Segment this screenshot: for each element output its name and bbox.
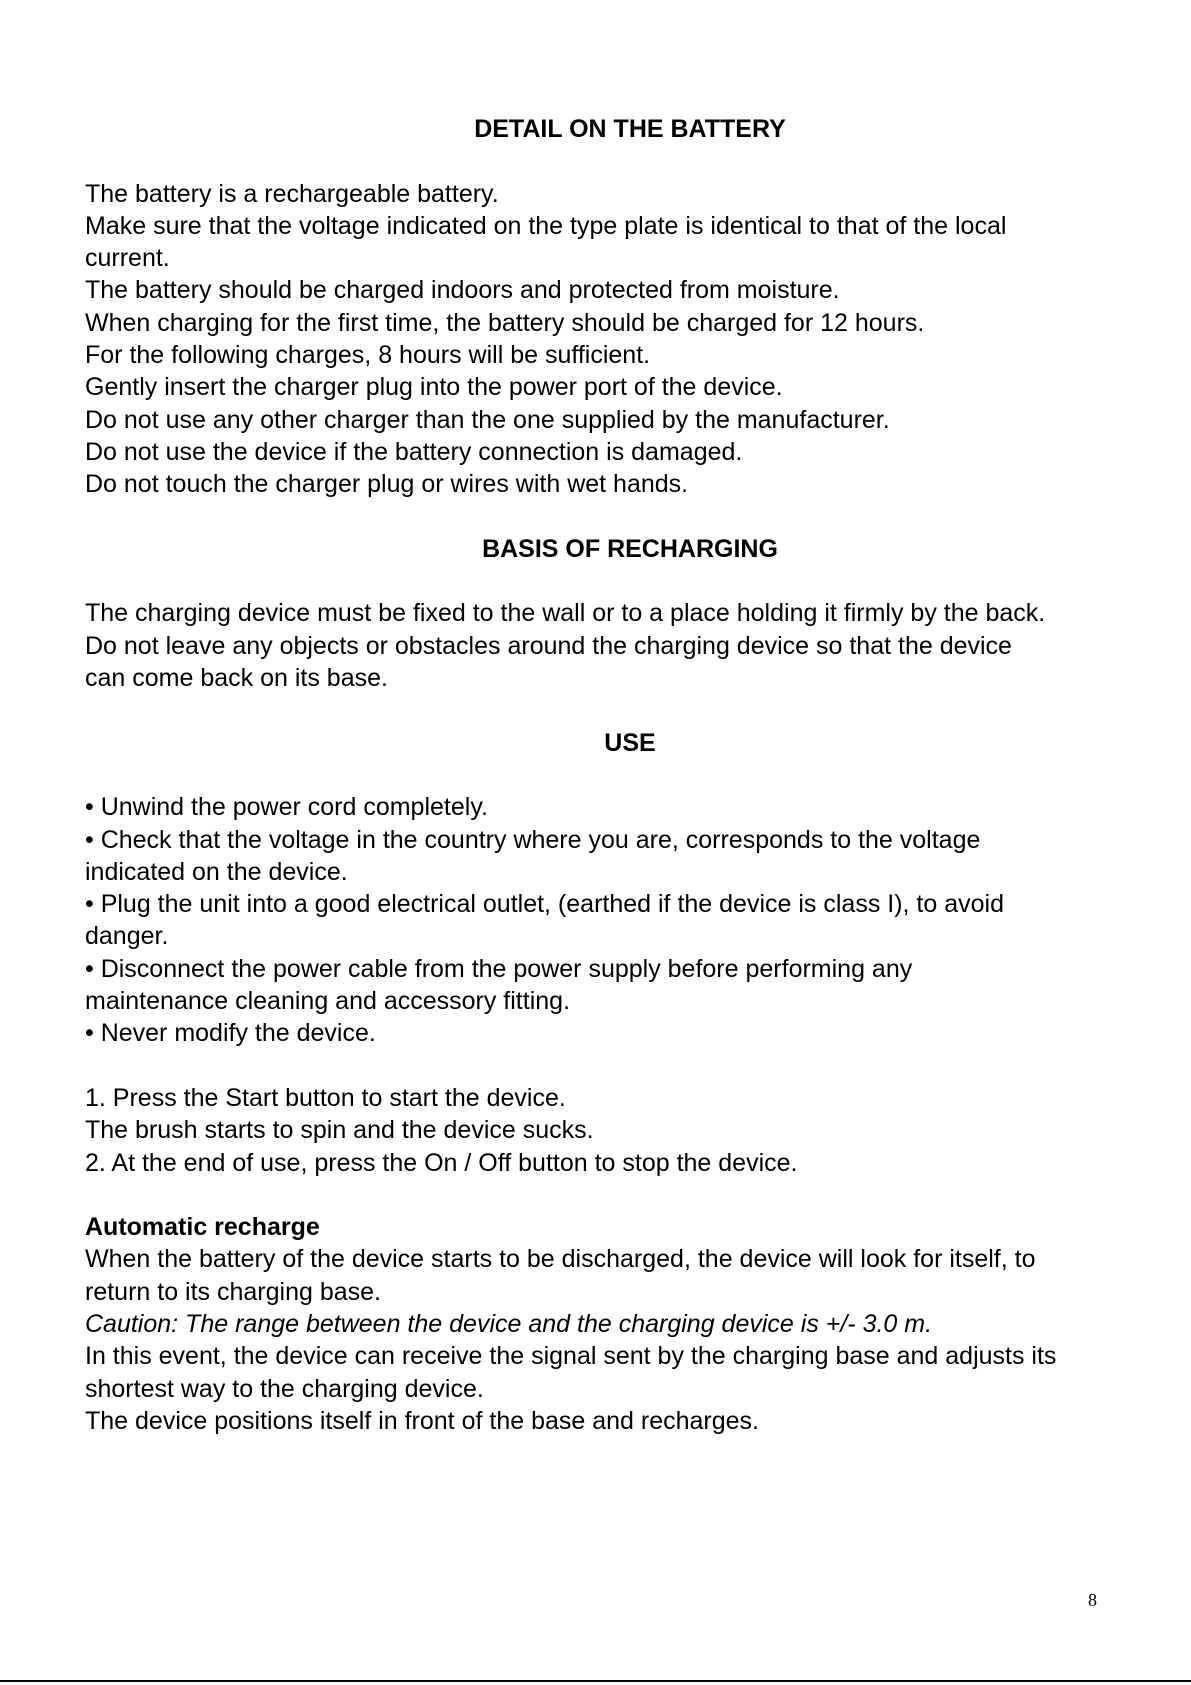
battery-line: The battery should be charged indoors and protected from moisture. bbox=[85, 276, 840, 305]
use-step-line: 1. Press the Start button to start the device. bbox=[85, 1083, 566, 1112]
spacer bbox=[85, 501, 1185, 533]
section-heading-battery: DETAIL ON THE BATTERY bbox=[474, 115, 786, 143]
section-heading-use: USE bbox=[604, 728, 656, 757]
use-step-line: 2. At the end of use, press the On / Off button to stop the device. bbox=[85, 1148, 798, 1177]
caution-note: Caution: The range between the device and the charging device is +/- 3.0 m. bbox=[85, 1309, 933, 1338]
battery-line: Gently insert the charger plug into the power port of the device. bbox=[85, 373, 783, 402]
use-bullet-line: maintenance cleaning and accessory fitting. bbox=[85, 987, 571, 1016]
page-number: 8 bbox=[1088, 1590, 1097, 1610]
battery-line: current. bbox=[85, 244, 170, 273]
use-bullet-line: • Never modify the device. bbox=[85, 1019, 376, 1048]
spacer bbox=[85, 1050, 1185, 1082]
auto-recharge-line: The device positions itself in front of the base and recharges. bbox=[85, 1406, 759, 1435]
auto-recharge-line: In this event, the device can receive the signal sent by the charging base and adjusts its bbox=[85, 1342, 1057, 1371]
auto-recharge-line: When the battery of the device starts to be discharged, the device will look for itself, to bbox=[85, 1245, 1036, 1274]
use-bullet-line: danger. bbox=[85, 922, 169, 951]
use-bullet-line: • Plug the unit into a good electrical outlet, (earthed if the device is class I), to avoid bbox=[85, 890, 1004, 919]
spacer bbox=[85, 565, 1185, 597]
battery-line: Do not use any other charger than the one supplied by the manufacturer. bbox=[85, 405, 890, 434]
spacer bbox=[85, 1179, 1185, 1211]
recharging-line: The charging device must be fixed to the wall or to a place holding it firmly by the back. bbox=[85, 599, 1046, 628]
use-bullet-line: • Check that the voltage in the country where you are, corresponds to the voltage bbox=[85, 825, 981, 854]
auto-recharge-line: return to its charging base. bbox=[85, 1277, 381, 1306]
battery-line: The battery is a rechargeable battery. bbox=[85, 179, 499, 208]
auto-recharge-line: shortest way to the charging device. bbox=[85, 1374, 484, 1403]
use-bullet-line: • Disconnect the power cable from the power supply before performing any bbox=[85, 954, 913, 983]
recharging-line: can come back on its base. bbox=[85, 664, 388, 693]
recharging-line: Do not leave any objects or obstacles around the charging device so that the device bbox=[85, 631, 1012, 660]
use-bullet-line: • Unwind the power cord completely. bbox=[85, 793, 488, 822]
page-bottom-rule bbox=[0, 1680, 1191, 1682]
battery-line: Do not touch the charger plug or wires with wet hands. bbox=[85, 470, 689, 499]
section-heading-recharging: BASIS OF RECHARGING bbox=[482, 534, 778, 563]
subheading-automatic-recharge: Automatic recharge bbox=[85, 1213, 320, 1242]
battery-line: For the following charges, 8 hours will be sufficient. bbox=[85, 341, 651, 370]
use-bullet-line: indicated on the device. bbox=[85, 857, 348, 886]
use-step-line: The brush starts to spin and the device sucks. bbox=[85, 1116, 594, 1145]
battery-line: Make sure that the voltage indicated on the type plate is identical to that of the local bbox=[85, 211, 1007, 240]
spacer bbox=[85, 694, 1185, 726]
spacer bbox=[85, 759, 1185, 791]
spacer bbox=[85, 145, 1185, 177]
battery-line: Do not use the device if the battery connection is damaged. bbox=[85, 437, 743, 466]
page-content bbox=[85, 113, 1185, 1437]
battery-line: When charging for the first time, the battery should be charged for 12 hours. bbox=[85, 308, 925, 337]
